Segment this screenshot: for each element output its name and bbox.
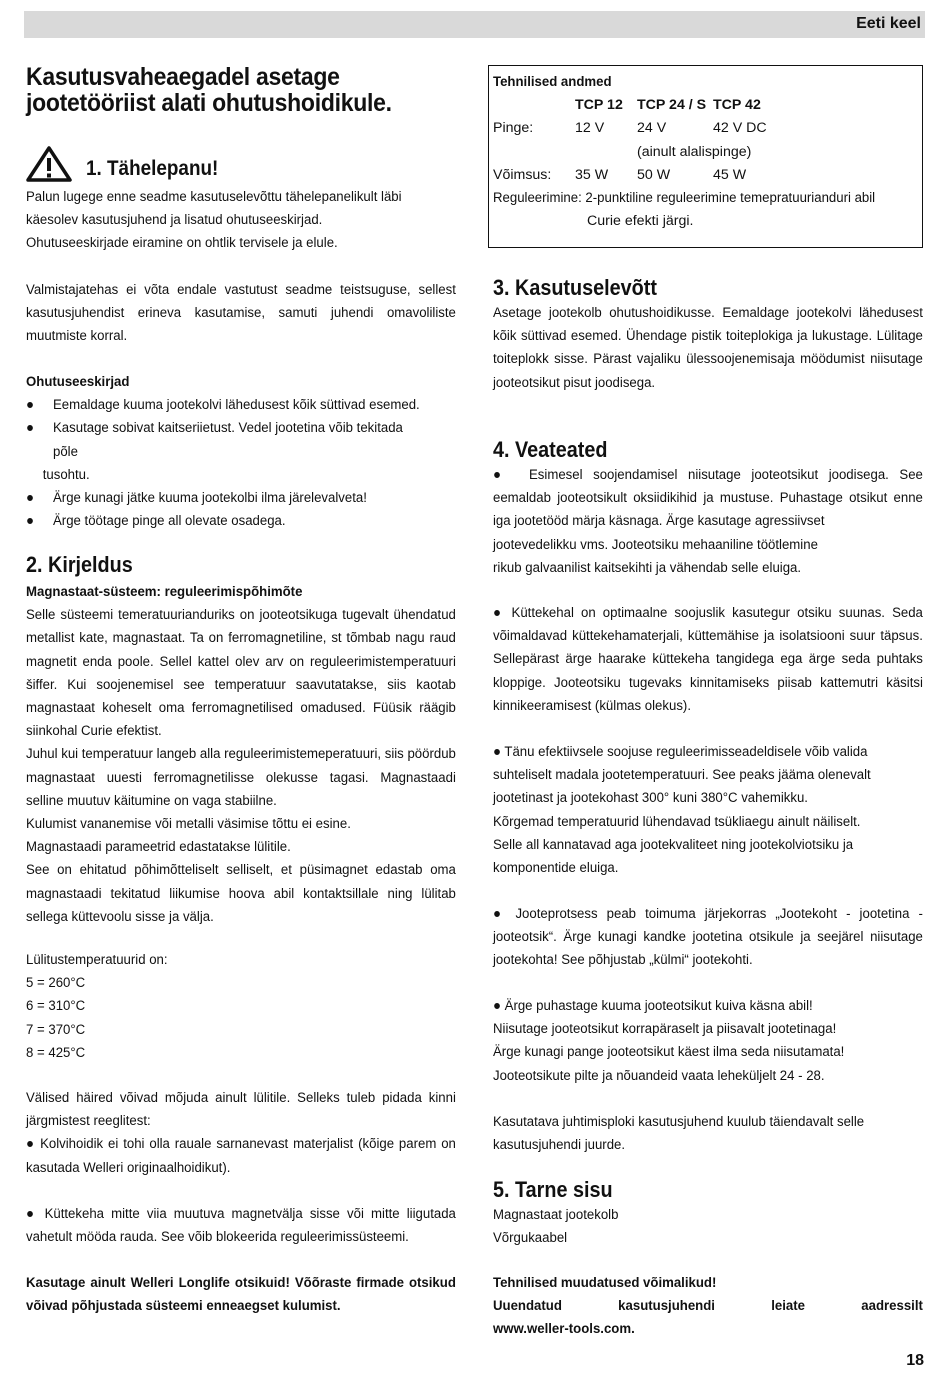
model-tcp12: TCP 12	[575, 97, 623, 114]
switch-temp: 8 = 425°C	[26, 1044, 86, 1061]
section4	[493, 437, 923, 580]
warning-triangle-icon	[26, 146, 72, 182]
section2-paragraph: Selle süsteemi temeratuurianduriks on jooteotsikuga tugevalt ühendatud metallist kate, magnastaat. Ta on ferromagnetiline, st tõmbab nagu raud magnetit enda poole. Sellel kattel olev arv on reguleerimistemperatuuri šiffer. Kui soojenemisel see temperatuur saavutatakse, siis kaotab magnastaat koheselt oma ferromagnetilised omadused. Füüsik räägib siinkohal Curie efektist.	[26, 607, 456, 740]
error-text: Jooteprotsess peab toimuma järjekorras „Jootekoht - jootetina - jooteotsik“. Ärge kunagi kandke jootetina otsikule ja seejärel niisutage jootekohta! See põhjustab „külmi“ jootekohti.	[493, 906, 923, 969]
switch-temperatures	[26, 949, 456, 1065]
language-label: Eeti keel	[856, 15, 921, 32]
bullet-text: Küttekeha mitte viia muutuva magnetvälja sisse või mitte liigutada vahetult mööda rauda. See võib blokeerida reguleerimissüsteemi.	[26, 1206, 456, 1246]
main-title: Kasutusvaheaegadel asetage jootetööriist alati ohutushoidikule.	[26, 63, 392, 117]
changes-note: Tehnilised muudatused võimalikud!	[493, 1275, 717, 1291]
spec-regulation-row-2	[493, 210, 918, 233]
error-line: Jooteotsikute pilte ja nõuandeid vaata leheküljelt 24 - 28.	[493, 1067, 825, 1084]
bullet-icon: ●	[493, 906, 516, 922]
error-line: Ärge kunagi pange jooteotsikut käest ilma seda niisutamata!	[493, 1044, 845, 1061]
bullet-icon: ●	[26, 397, 34, 414]
bullet-text: Eemaldage kuuma jootekolvi lähedusest kõik süttivad esemed.	[53, 397, 420, 414]
model-tcp42: TCP 42	[713, 97, 761, 114]
intro-line: käesolev kasutusjuhend ja lisatud ohutuseeskirjad.	[26, 212, 323, 229]
intro-line: Ohutuseeskirjade eiramine on ohtlik tervisele ja elule.	[26, 235, 338, 252]
error-line: Niisutage jooteotsikut korrapäraselt ja piisavalt jootetinaga!	[493, 1021, 837, 1038]
error-text: Küttekehal on optimaalne soojuslik kasutegur otsiku suunas. Seda võimaldavad küttekehamaterjali, küttemähise ja isolatsiooni suur täpsus. Sellepärast ärge haarake küttekeha tangidega ega ärge seda puhtaks kloppige. Jooteotsiku tugevaks kinnitamiseks piisab kattemutri käsitsi kinnikeeramisest (külmas olekus).	[493, 605, 923, 714]
manual-note: Uuendatud kasutusjuhendi leiate aadressilt	[493, 1298, 923, 1315]
section5-heading: 5. Tarne sisu	[493, 1177, 613, 1202]
error-text: Esimesel soojendamisel niisutage jooteotsikut joodisega. See	[529, 467, 923, 483]
section1-heading: 1. Tähelepanu!	[86, 157, 219, 180]
error-line	[493, 741, 923, 764]
spec-grid	[493, 71, 918, 233]
bullet-text: Kasutage sobivat kaitseriietust. Vedel jootetina võib tekitada põle	[53, 420, 403, 460]
safety-bullet	[26, 487, 456, 510]
spec-power-row	[493, 164, 918, 187]
switch-heading: Lülitustemperatuurid on:	[26, 952, 168, 968]
error-bullet-3	[493, 741, 923, 880]
section2-heading: 2. Kirjeldus	[26, 552, 133, 577]
bullet-icon: ●	[26, 1136, 41, 1153]
safety-heading: Ohutuseeskirjad	[26, 374, 130, 390]
external-bullet-2	[26, 1203, 456, 1249]
controller-note	[493, 1111, 923, 1157]
page-number: 18	[906, 1352, 924, 1369]
intro-line: Palun lugege enne seadme kasutuselevõttu tähelepanelikult läbi	[26, 189, 402, 205]
bullet-icon: ●	[493, 605, 512, 621]
error-line: suhteliselt madala jootetemperatuuri. See peaks jääma olenevalt	[493, 767, 871, 784]
error-paragraph	[493, 903, 923, 973]
switch-temp: 6 = 310°C	[26, 998, 86, 1015]
section2-paragraph: See on ehitatud põhimõtteliselt selliselt, et püsimagnet edastab oma magnastaadi tekitatud liikumise hoova abil kontaktsillale ning lülitab sellega küttevoolu sisse ja välja.	[26, 862, 456, 925]
section2-paragraph: Magnastaadi parameetrid edastatakse lülitile.	[26, 839, 291, 856]
error-line: rikub galvaanilist kaitsekihti ja vähendab selle eluiga.	[493, 559, 802, 576]
closing-notes	[493, 1272, 923, 1342]
error-bullet-4	[493, 903, 923, 973]
website-link[interactable]: www.weller-tools.com.	[493, 1321, 635, 1338]
regulation-text-2: Curie efekti järgi.	[587, 213, 694, 230]
section5	[493, 1177, 923, 1250]
power-label: Võimsus:	[493, 166, 552, 183]
voltage-value: 24 V	[637, 120, 667, 137]
spec-voltage-row	[493, 117, 918, 140]
section2-paragraph: Kulumist vananemise või metalli väsimise tõttu ei esine.	[26, 816, 351, 833]
error-bullet-5	[493, 995, 923, 1088]
bullet-icon: ●	[26, 513, 34, 530]
bullet-icon: ●	[493, 998, 505, 1014]
error-line: jootetinast ja jootekohast 300° kuni 380°C vahemikku.	[493, 790, 808, 807]
section2-paragraph: Juhul kui temperatuur langeb alla reguleerimistemeperatuuri, siis pöördub magnastaat uuesti ferromagnetilisse olekusse tagasi. Magnastaadi selline muutuv käitumine on vaga stabiilne.	[26, 746, 456, 809]
error-line	[493, 995, 923, 1018]
switch-temp: 7 = 370°C	[26, 1021, 86, 1038]
error-line: Selle all kannatavad aga jootekvaliteet ning jootekolviotsiku ja	[493, 836, 854, 853]
bullet-text: Ärge kunagi jätke kuuma jootekolbi ilma järelevalveta!	[53, 490, 367, 507]
section4-heading: 4. Veateated	[493, 437, 608, 462]
external-bullet	[26, 1133, 456, 1179]
safety-bullet	[26, 394, 456, 417]
spec-regulation-row	[493, 187, 918, 210]
section2	[26, 552, 456, 929]
voltage-value: 12 V	[575, 120, 605, 137]
bullet-icon: ●	[26, 420, 34, 437]
delivery-item: Magnastaat jootekolb	[493, 1207, 619, 1223]
power-value: 50 W	[637, 166, 671, 183]
external-intro: Välised häired võivad mõjuda ainult lülitile. Selleks tuleb pidada kinni järgmistest reeglitest:	[26, 1090, 456, 1130]
section2-subheading: Magnastaat-süsteem: reguleerimispõhimõte	[26, 584, 303, 600]
bullet-icon: ●	[26, 490, 34, 507]
bullet-icon: ●	[26, 1206, 45, 1222]
section1	[26, 146, 456, 182]
longlife-note	[26, 1272, 456, 1318]
switch-temp: 5 = 260°C	[26, 975, 86, 992]
error-paragraph	[493, 602, 923, 718]
section3-text: Asetage jootekolb ohutushoidikusse. Eemaldage jootekolvi lähedusest kõik süttivad esemed. Ühendage pistik toiteplokiga ja lukustage. Lülitage toiteplokk sisse. Pärast vajaliku ülessoojenemisaja möödumist niisutage jooteotsikut pisut joodisega.	[493, 305, 923, 391]
controller-note-text: Kasutatava juhtimisploki kasutusjuhend kuulub täiendavalt selle kasutusjuhendi juurde.	[493, 1114, 865, 1154]
section1-heading-row	[26, 146, 456, 182]
bullet-text: Ärge töötage pinge all olevate osadega.	[53, 513, 286, 530]
safety-rules	[26, 371, 456, 533]
voltage-note: (ainult alalispinge)	[637, 143, 752, 160]
header-bar	[24, 11, 925, 38]
section3-heading: 3. Kasutuselevõtt	[493, 275, 657, 300]
liability-paragraph: Valmistajatehas ei võta endale vastutust seadme teistsuguse, sellest kasutusjuhendist erineva kasutamise, samuti juhendi omavoliliste muutmiste korral.	[26, 282, 456, 345]
spec-models-row	[493, 94, 918, 117]
bullet-icon: ●	[493, 744, 505, 760]
error-bullet-2	[493, 602, 923, 718]
error-line: Kõrgemad temperatuurid lühendavad tsükliaegu ainult näiliselt.	[493, 813, 861, 830]
power-value: 35 W	[575, 166, 609, 183]
section3	[493, 275, 923, 395]
longlife-text: Kasutage ainult Welleri Longlife otsikuid! Võõraste firmade otsikud võivad põhjustada süsteemi enneaegset kulumist.	[26, 1275, 456, 1315]
delivery-item: Võrgukaabel	[493, 1230, 568, 1247]
spec-title-row	[493, 71, 918, 94]
spec-title: Tehnilised andmed	[493, 74, 612, 90]
voltage-value: 42 V DC	[713, 120, 767, 137]
error-line: eemaldab jooteotsikult oksiidikihid ja mustuse. Puhastage otsikut enne	[493, 490, 923, 507]
bullet-icon: ●	[493, 467, 530, 483]
external-bullet	[26, 1203, 456, 1249]
safety-bullet	[26, 510, 456, 533]
error-line: komponentide eluiga.	[493, 860, 619, 877]
bullet-text: Kolvihoidik ei tohi olla rauale sarnanevast materjalist (kõige parem on kasutada Welleri originaalhoidikut).	[26, 1136, 456, 1176]
bullet-continuation: tusohtu.	[42, 466, 90, 483]
model-tcp24: TCP 24 / S	[637, 97, 707, 114]
external-disturbances	[26, 1087, 456, 1180]
tech-specs-box	[488, 65, 923, 248]
error-text: Tänu efektiivsele soojuse reguleerimisseadeldisele võib valida	[504, 744, 868, 760]
safety-bullet	[26, 417, 456, 463]
spec-voltage-note-row	[493, 141, 918, 164]
power-value: 45 W	[713, 166, 747, 183]
error-line: iga jootetööd märja käsnaga. Ärge kasutage agressiivset	[493, 513, 825, 530]
error-line: jootevedelikku vms. Jooteotsiku mehaaniline töötlemine	[493, 536, 818, 553]
voltage-label: Pinge:	[493, 120, 534, 137]
error-line	[493, 464, 923, 487]
liability-text	[26, 279, 456, 349]
section1-intro	[26, 186, 456, 256]
error-text: Ärge puhastage kuuma jooteotsikut kuiva käsna abil!	[504, 998, 813, 1014]
regulation-text: Reguleerimine: 2-punktiline reguleerimine temepratuurianduri abil	[493, 190, 876, 207]
